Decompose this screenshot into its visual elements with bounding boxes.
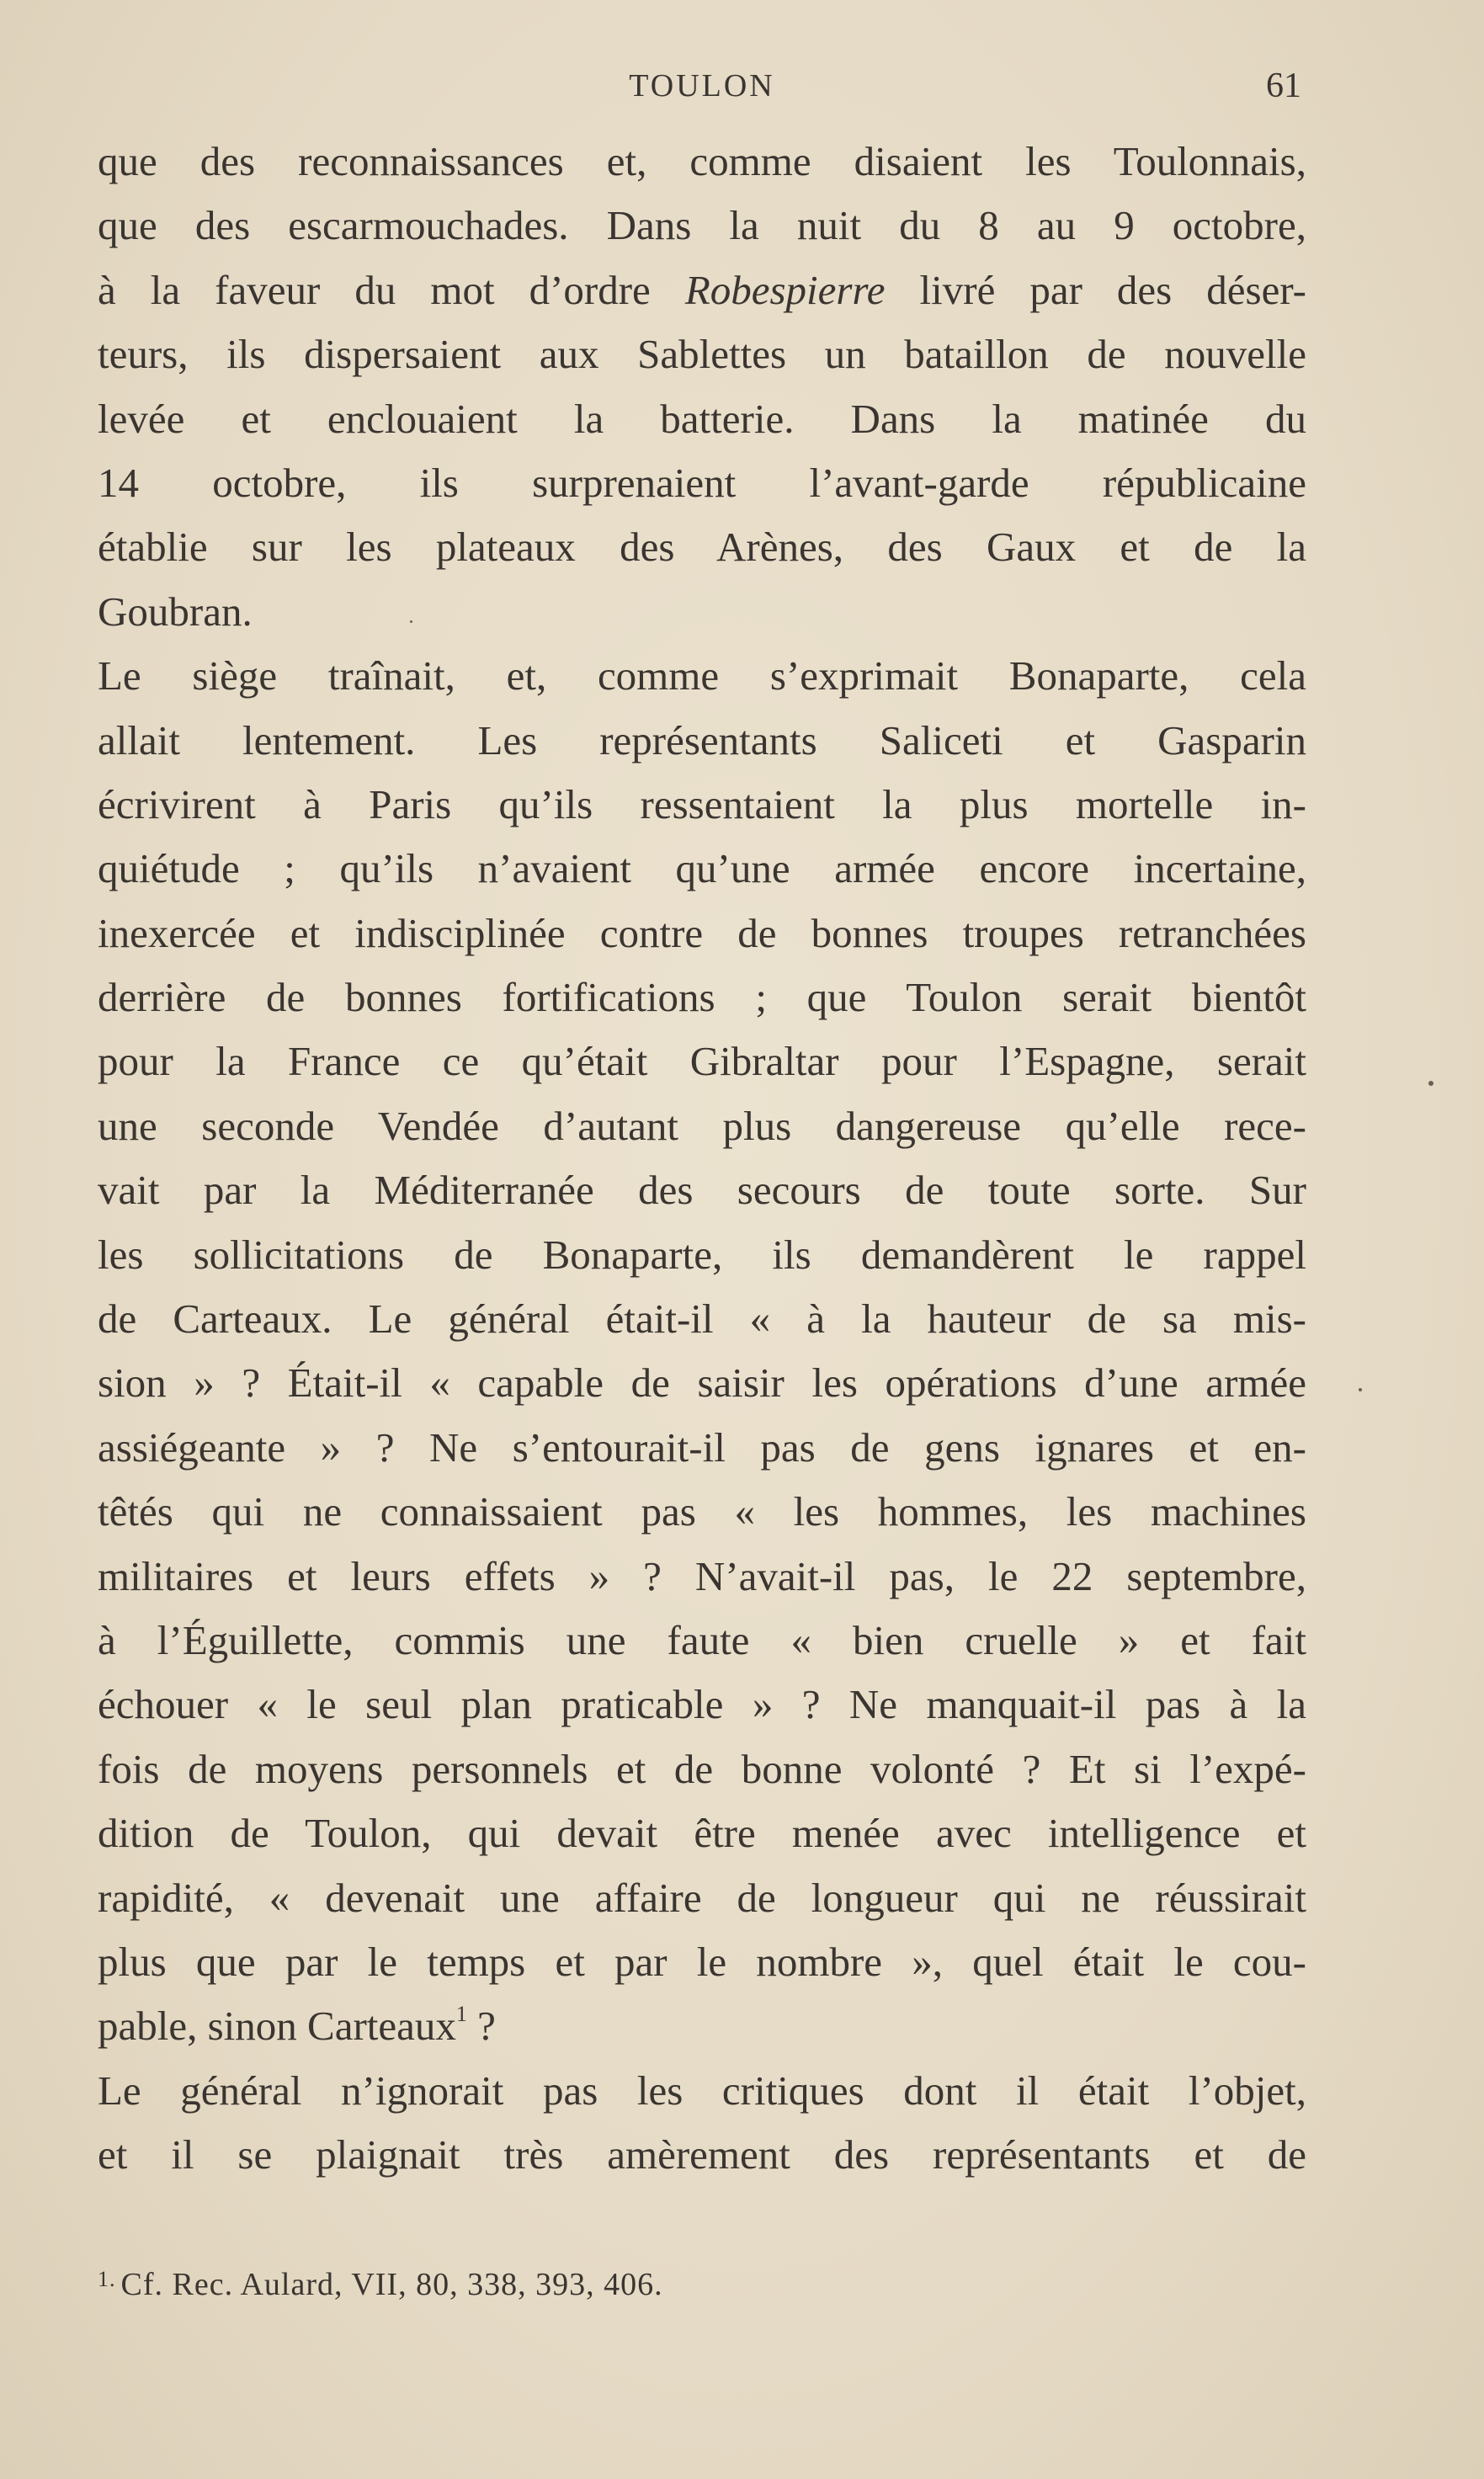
text-line-content: [98, 1094, 1306, 1158]
text-fragment: les sollicitations de Bonaparte, ils demandèrent le rappel: [98, 1231, 1306, 1278]
text-line: [98, 1158, 1306, 1222]
text-line: [98, 1609, 1306, 1673]
text-line: [98, 1866, 1306, 1930]
text-line-content: [98, 902, 1306, 966]
text-line: [98, 1416, 1306, 1480]
text-line: [98, 515, 1306, 579]
text-line: [98, 709, 1306, 773]
paper-speck: [1428, 1081, 1433, 1086]
text-line: [98, 966, 1306, 1029]
text-line-content: [98, 387, 1306, 451]
text-line: [98, 1673, 1306, 1737]
text-line-content: [98, 1029, 1306, 1093]
text-line-content: [98, 966, 1306, 1029]
text-line: [98, 1480, 1306, 1544]
text-line: [98, 1801, 1306, 1865]
text-line-content: [98, 2059, 1306, 2123]
text-line: [98, 451, 1306, 515]
text-line-content: [98, 1545, 1306, 1609]
text-line: [98, 580, 1306, 644]
text-fragment: fois de moyens personnels et de bonne volonté ? Et si l’expé-: [98, 1745, 1306, 1792]
paper-speck: [410, 620, 412, 623]
text-fragment: teurs, ils dispersaient aux Sablettes un bataillon de nouvelle: [98, 331, 1306, 378]
text-line: [98, 258, 1306, 322]
footnote-number: 1.: [98, 2267, 116, 2291]
text-line: [98, 773, 1306, 837]
paper-speck: [1359, 1388, 1362, 1391]
text-line-content: [98, 1287, 1306, 1351]
text-fragment: établie sur les plateaux des Arènes, des Gaux et de la: [98, 524, 1306, 571]
text-line-content: [98, 1480, 1306, 1544]
paragraph-first-line: [98, 644, 1306, 708]
text-line: [98, 1351, 1306, 1415]
text-line-content: [98, 773, 1306, 837]
text-line-content: [98, 515, 1306, 579]
footnote-reference: 1: [455, 2002, 467, 2027]
text-line-content: [98, 1673, 1306, 1737]
text-fragment: pour la France ce qu’était Gibraltar pour l’Espagne, serait: [98, 1038, 1306, 1085]
text-fragment: échouer « le seul plan praticable » ? Ne manquait-il pas à la: [98, 1681, 1306, 1728]
text-fragment: de Carteaux. Le général était-il « à la hauteur de sa mis-: [98, 1295, 1306, 1343]
text-line-content: [98, 258, 1306, 322]
text-line-content: [98, 130, 1306, 194]
text-line-content: [98, 1158, 1306, 1222]
text-line: [98, 2123, 1306, 2187]
text-line-content: [98, 194, 1306, 258]
text-line-content: [98, 644, 1306, 708]
text-fragment: rapidité, « devenait une affaire de longueur qui ne réussirait: [98, 1874, 1306, 1921]
text-fragment: une seconde Vendée d’autant plus dangereuse qu’elle rece-: [98, 1102, 1306, 1149]
text-line-content: [98, 1994, 1306, 2058]
text-fragment: allait lentement. Les représentants Saliceti et Gasparin: [98, 716, 1306, 763]
text-fragment: que des escarmouchades. Dans la nuit du 8 au 9 octobre,: [98, 202, 1306, 249]
paragraph-first-line: [98, 2059, 1306, 2123]
text-fragment: militaires et leurs effets » ? N’avait-il pas, le 22 septembre,: [98, 1552, 1306, 1599]
text-line: [98, 1094, 1306, 1158]
text-line-content: [98, 1223, 1306, 1287]
page-number: 61: [1266, 66, 1301, 105]
text-fragment: plus que par le temps et par le nombre », quel était le cou-: [98, 1938, 1306, 1985]
text-line-content: [98, 2123, 1306, 2187]
text-line-content: [98, 1351, 1306, 1415]
footnote-text: Cf. Rec. Aulard, VII, 80, 338, 393, 406.: [120, 2267, 663, 2302]
text-line-content: [98, 1737, 1306, 1801]
text-fragment: à la faveur du mot d’ordre: [98, 266, 685, 313]
text-fragment: assiégeante » ? Ne s’entourait-il pas de gens ignares et en-: [98, 1423, 1306, 1471]
text-line-content: [98, 837, 1306, 901]
text-fragment: Goubran.: [98, 588, 253, 635]
text-fragment: et il se plaignait très amèrement des représentants et de: [98, 2131, 1306, 2178]
text-fragment: que des reconnaissances et, comme disaient les Toulonnais,: [98, 138, 1306, 184]
text-line: [98, 194, 1306, 258]
text-line: [98, 1737, 1306, 1801]
text-fragment: quiétude ; qu’ils n’avaient qu’une armée encore incertaine,: [98, 845, 1306, 892]
text-line: [98, 322, 1306, 386]
text-line: [98, 1994, 1306, 2058]
text-line: [98, 1223, 1306, 1287]
text-line-content: [98, 580, 1306, 644]
text-fragment: livré par des déser-: [885, 266, 1306, 313]
italic-text: Robespierre: [684, 266, 886, 313]
text-fragment: Le siège traînait, et, comme s’exprimait Bonaparte, cela: [98, 652, 1306, 700]
text-fragment: Le général n’ignorait pas les critiques dont il était l’objet,: [98, 2067, 1306, 2114]
text-fragment: pable, sinon Carteaux: [98, 2003, 456, 2050]
text-line-content: [98, 1801, 1306, 1865]
text-fragment: sion » ? Était-il « capable de saisir les opérations d’une armée: [98, 1359, 1306, 1407]
text-fragment: derrière de bonnes fortifications ; que Toulon serait bientôt: [98, 974, 1306, 1021]
text-fragment: têtés qui ne connaissaient pas « les hommes, les machines: [98, 1488, 1306, 1535]
text-fragment: dition de Toulon, qui devait être menée avec intelligence et: [98, 1810, 1306, 1857]
text-fragment: vait par la Méditerranée des secours de toute sorte. Sur: [98, 1167, 1306, 1214]
text-fragment: levée et enclouaient la batterie. Dans la matinée du: [98, 395, 1306, 442]
text-fragment: ?: [466, 2003, 496, 2050]
text-line-content: [98, 709, 1306, 773]
text-fragment: écrivirent à Paris qu’ils ressentaient la plus mortelle in-: [98, 780, 1306, 827]
text-line-content: [98, 1609, 1306, 1673]
text-line: [98, 387, 1306, 451]
text-fragment: à l’Éguillette, commis une faute « bien cruelle » et fait: [98, 1616, 1306, 1663]
footnote: [98, 2266, 1306, 2303]
body-text: [98, 130, 1306, 2188]
text-line: [98, 1287, 1306, 1351]
text-line: [98, 902, 1306, 966]
text-fragment: inexercée et indisciplinée contre de bonnes troupes retranchées: [98, 909, 1306, 956]
text-line: [98, 1930, 1306, 1994]
text-line-content: [98, 322, 1306, 386]
text-line-content: [98, 451, 1306, 515]
text-line: [98, 837, 1306, 901]
text-fragment: 14 octobre, ils surprenaient l’avant-garde républicaine: [98, 459, 1306, 506]
page-header: [98, 59, 1306, 109]
text-line: [98, 1029, 1306, 1093]
text-line: [98, 130, 1306, 194]
text-line-content: [98, 1930, 1306, 1994]
text-line: [98, 1545, 1306, 1609]
text-line-content: [98, 1866, 1306, 1930]
running-title: TOULON: [629, 68, 775, 104]
text-line-content: [98, 1416, 1306, 1480]
